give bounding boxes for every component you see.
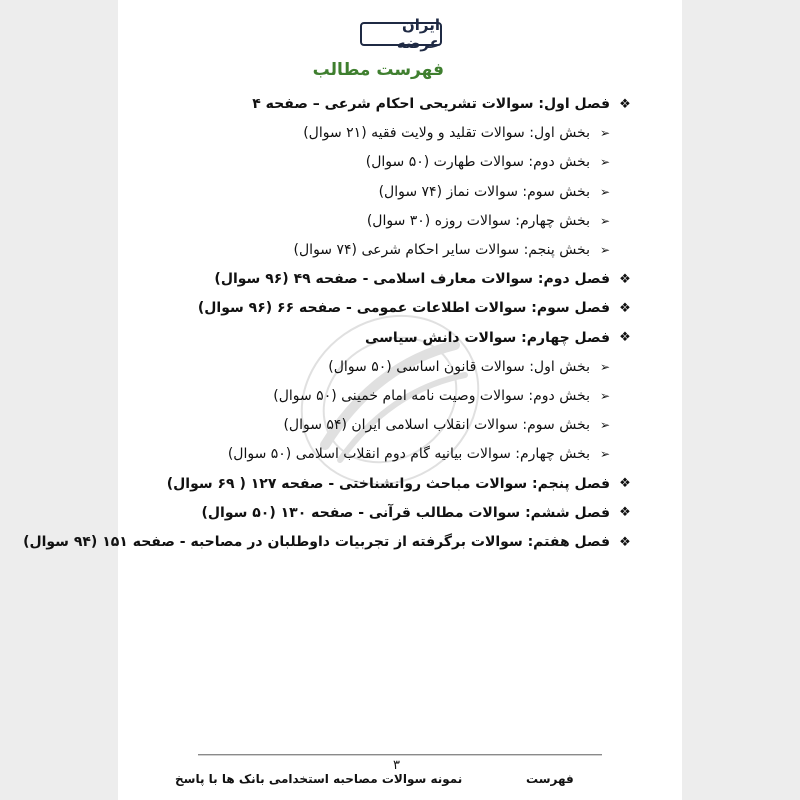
toc-entry-text: بخش پنجم: سوالات سایر احکام شرعی (۷۴ سوال) (293, 242, 590, 258)
toc-chapter[interactable] (23, 534, 636, 550)
arrow-bullet-icon: ➢ (599, 213, 611, 228)
diamond-bullet-icon: ❖ (619, 300, 631, 316)
footer-divider (198, 754, 602, 755)
toc-chapter[interactable] (252, 96, 636, 112)
toc-entry-text: بخش دوم: سوالات وصیت نامه امام خمینی (۵۰ سوال) (273, 388, 590, 404)
diamond-bullet-icon: ❖ (619, 271, 631, 287)
toc-entry-text: فصل هفتم: سوالات برگرفته از تجربیات داوطلبان در مصاحبه - صفحه ۱۵۱ (۹۴ سوال) (23, 534, 610, 550)
toc-entry-text: فصل سوم: سوالات اطلاعات عمومی - صفحه ۶۶ (۹۶ سوال) (197, 300, 610, 317)
toc-chapter[interactable] (198, 300, 636, 316)
toc-section[interactable] (273, 388, 616, 404)
arrow-bullet-icon: ➢ (599, 155, 611, 170)
footer-section-title: فهرست (526, 772, 574, 786)
page-title: فهرست مطالب (312, 60, 444, 80)
arrow-bullet-icon: ➢ (599, 418, 611, 433)
toc-section[interactable] (366, 154, 616, 170)
toc-section[interactable] (283, 417, 616, 433)
toc-entry-text: بخش چهارم: سوالات روزه (۳۰ سوال) (366, 212, 590, 229)
toc-entry-text: بخش اول: سوالات قانون اساسی (۵۰ سوال) (328, 358, 590, 375)
toc-section[interactable] (379, 184, 616, 200)
toc-chapter[interactable] (167, 476, 636, 492)
toc-entry-text: فصل اول: سوالات تشریحی احکام شرعی – صفحه ۴ (252, 96, 610, 112)
brand-logo (360, 16, 442, 52)
toc-chapter[interactable] (201, 505, 636, 521)
toc-entry-text: بخش اول: سوالات تقلید و ولایت فقیه (۲۱ سوال) (303, 125, 590, 142)
toc-entry-text: بخش دوم: سوالات طهارت (۵۰ سوال) (365, 154, 590, 171)
arrow-bullet-icon: ➢ (599, 243, 611, 257)
footer-book-title: نمونه سوالات مصاحبه استخدامی بانک ها با پاسخ (175, 772, 463, 786)
toc-section[interactable] (328, 359, 616, 375)
toc-section[interactable] (228, 446, 616, 462)
arrow-bullet-icon: ➢ (599, 447, 611, 462)
toc-entry-text: فصل چهارم: سوالات دانش سیاسی (365, 329, 610, 346)
toc-entry-text: بخش چهارم: سوالات بیانیه گام دوم انقلاب اسلامی (۵۰ سوال) (227, 446, 590, 463)
diamond-bullet-icon: ❖ (619, 505, 631, 521)
diamond-bullet-icon: ❖ (619, 96, 631, 112)
diamond-bullet-icon: ❖ (619, 330, 631, 346)
arrow-bullet-icon: ➢ (599, 184, 611, 199)
diamond-bullet-icon: ❖ (619, 476, 631, 492)
toc-chapter[interactable] (365, 330, 636, 346)
diamond-bullet-icon: ❖ (619, 534, 631, 550)
arrow-bullet-icon: ➢ (599, 126, 611, 141)
toc-entry-text: بخش سوم: سوالات انقلاب اسلامی ایران (۵۴ سوال) (283, 417, 590, 434)
toc-entry-text: فصل دوم: سوالات معارف اسلامی - صفحه ۴۹ (۹۶ سوال) (214, 271, 610, 288)
toc-chapter[interactable] (214, 271, 636, 287)
brand-logo-text: ایران عرضه (396, 16, 440, 52)
toc-entry-text: فصل پنجم: سوالات مباحث روانشناختی - صفحه ۱۲۷ ( ۶۹ سوال) (166, 475, 610, 492)
page-number: ۳ (393, 758, 400, 773)
toc-section[interactable] (303, 125, 616, 141)
toc-entry-text: فصل ششم: سوالات مطالب قرآنی - صفحه ۱۳۰ (۵۰ سوال) (201, 504, 610, 521)
toc-section[interactable] (367, 213, 616, 229)
arrow-bullet-icon: ➢ (599, 389, 611, 403)
arrow-bullet-icon: ➢ (599, 359, 611, 374)
toc-entry-text: بخش سوم: سوالات نماز (۷۴ سوال) (378, 183, 590, 200)
toc-section[interactable] (294, 242, 616, 258)
